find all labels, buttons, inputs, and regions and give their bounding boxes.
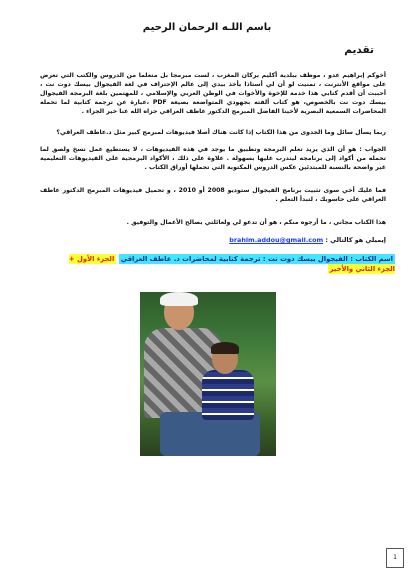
- photo-child-body: [202, 370, 254, 420]
- page-number: 1: [386, 548, 404, 568]
- basmala-title: باسم اللـه الرحمان الرحيم: [142, 22, 272, 33]
- email-label: إيميلي هو كالتالي :: [325, 236, 386, 244]
- email-link[interactable]: brahim.addou@gmail.com: [229, 236, 324, 244]
- photo-cap: [160, 292, 198, 306]
- photo-child-hair: [211, 342, 239, 354]
- book-parts: الجزء الأول + الجزء الثاني والأخير: [68, 255, 395, 273]
- question-paragraph: ربما يسأل سائل وما الجدوى من هذا الكتاب إذا كانت هناك أصلا فيديوهات لمبرمج كبير مثل د.عاطف العراقي؟: [56, 129, 386, 136]
- install-paragraph: فما عليك أخي سوى تثبيت برنامج الفيجوال ستوديو 2008 أو 2010 ، و تحميل فيديوهات المبرمج الدكتور عاطف العراقي على حاسوبك ، لتبدأ التعلم .: [40, 187, 387, 203]
- book-title: اسم الكتاب : الفيجوال بيسك دوت نت : ترجمة كتابية لمحاضرات د. عاطف العراقي: [120, 255, 393, 263]
- free-book-paragraph: هذا الكتاب مجاني ، ما أرجوه منكم ، هو أن تدعو لي ولعائلتي بصالح الأعمال والتوفيق .: [126, 219, 386, 226]
- answer-paragraph: الجواب : هو أن الذي يريد تعلم البرمجة وتطبيق ما يوجد في هذه الفيديوهات ، لا يستطيع عمل نسخ ولصق لما تحمله من أكواد إلى برنامجه ليتدرب عليها بسهولة . علاوة على ذلك ، الأكواد البرمجية على الفيديوهات التعليمية غير واضحة بالنسبة للمبتدئين عكس الدروس المكتوبة التي تحملها أوراق الكتاب .: [40, 146, 386, 171]
- book-title-line: [65, 254, 395, 274]
- author-photo: [140, 292, 276, 456]
- intro-paragraph: أخوكم إبراهيم عدو ، موظف ببلدية أكليم بركان المغرب ، لست مبرمجا بل متعلما من الدروس والكتب التي تعرض على مواقع الأنترنت ، تمنيت لو أن لي أستاذا يأخذ بيدي إلى عالم الإحتراف في لغة الفيجوال بيسك دوت نت ، أحببت أن أقدم كتابي هذا خدمة للإخوة والأخوات في الوطن العربي والإسلامي ، للمهتمين بلغة البرمجة الفيجوال بيسك دوت نت بالخصوص، هو كتاب ألفته بجهودي المتواضعة بصيغة PDF ،عبارة عن ترجمة كتابية لما تحمله المحاضرات السمعية البصرية لأخينا الفاضل المبرمج الدكتور عاطف العراقي جزاه الله عنا خير الجزاء .: [40, 72, 387, 115]
- email-line: [40, 236, 386, 244]
- section-heading: تقديم: [344, 44, 374, 56]
